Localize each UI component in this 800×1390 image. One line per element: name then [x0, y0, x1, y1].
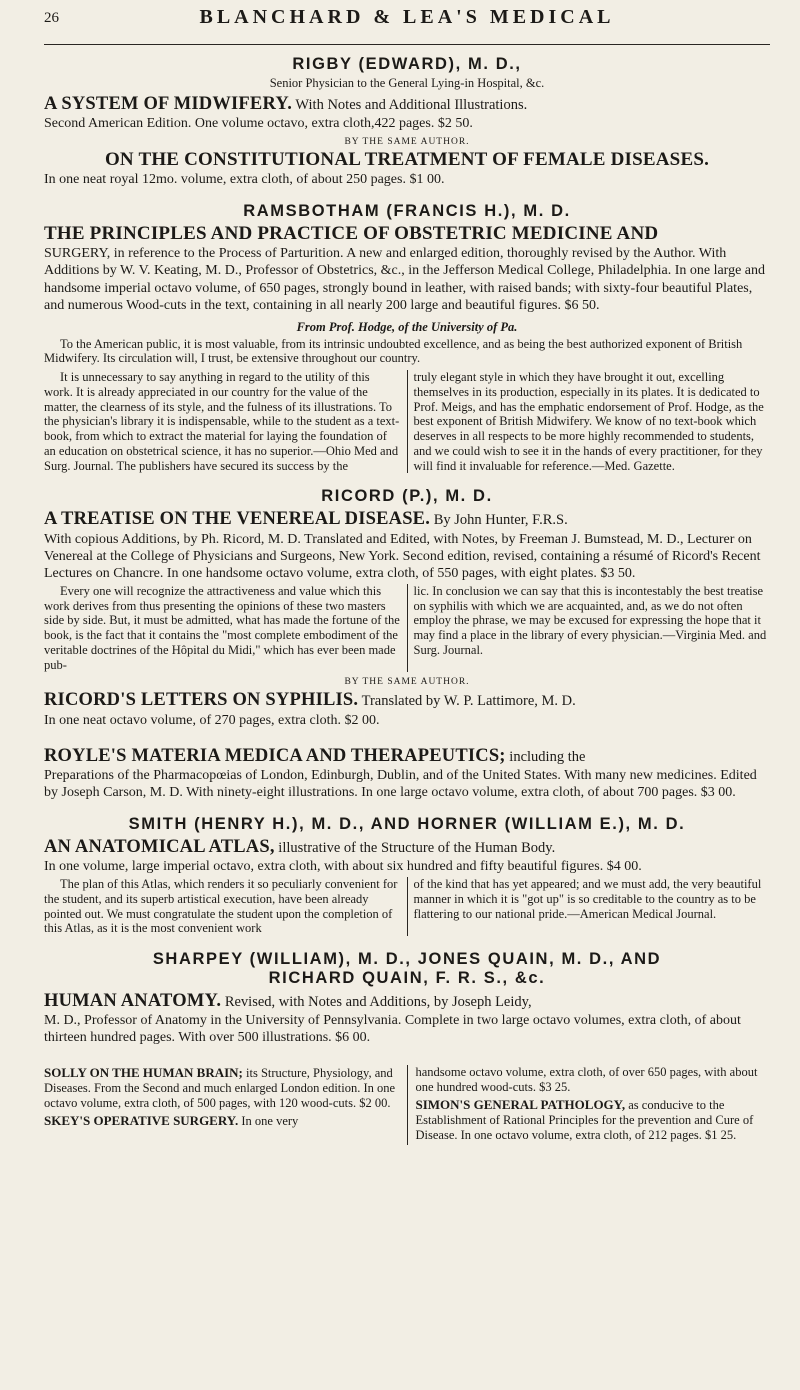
- same-author-label: BY THE SAME AUTHOR.: [344, 137, 470, 148]
- author-heading: RAMSBOTHAM (FRANCIS H.), M. D.: [243, 202, 571, 221]
- book-title-main: ROYLE'S MATERIA MEDICA AND THERAPEUTICS;: [44, 745, 506, 766]
- entry-rigby: [44, 55, 770, 188]
- book-title-main: RICORD'S LETTERS ON SYPHILIS.: [44, 690, 359, 711]
- author-heading-2: RICHARD QUAIN, F. R. S., &c.: [268, 969, 546, 988]
- book-title: SIMON'S GENERAL PATHOLOGY,: [415, 1096, 626, 1112]
- author-heading: SMITH (HENRY H.), M. D., AND HORNER (WILLIAM E.), M. D.: [128, 814, 686, 833]
- book-title-rest: illustrative of the Structure of the Human Body.: [274, 839, 556, 856]
- entry-ricord: [44, 487, 770, 728]
- book-description: as conducive to the Establishment of Rational Principles for the prevention and Cure of Disease. In one octavo volume, extra cloth, of 212 pages. $1 25.: [415, 1097, 754, 1142]
- entry-skey: [44, 1113, 399, 1129]
- review-intro: To the American public, it is most valuable, from its intrinsic undoubted excellence, and as being the best authorized exponent of British Midwifery. Its circulation will, I trust, be extensive throughout our country.: [44, 336, 743, 366]
- book-description: M. D., Professor of Anatomy in the University of Pennsylvania. Complete in two large octavo volumes, extra cloth, of about thirteen hundred pages. With over 500 illustrations. $6 00.: [44, 1013, 741, 1046]
- book-title: [44, 93, 770, 115]
- book-title-main: AN ANATOMICAL ATLAS,: [44, 836, 275, 857]
- book-title: [44, 508, 770, 530]
- book-title-rest: With Notes and Additional Illustrations.: [292, 97, 528, 113]
- book-title-rest: including the: [505, 748, 586, 765]
- book-description: its Structure, Physiology, and Diseases. From the Second and much enlarged London edition. In one octavo volume, extra cloth, of 500 pages, with 120 wood-cuts. $2 00.: [44, 1065, 396, 1110]
- author-heading: RICORD (P.), M. D.: [321, 487, 493, 506]
- review-right: lic. In conclusion we can say that this is incontestably the best treatise on syphilis with which we are acquainted, and, as we do not often employ the phrase, we may be excused for expressing the hope that it may find a place in the library of every physician.—Virginia Med. and Surg. Journal.: [413, 583, 767, 657]
- author-note: Senior Physician to the General Lying-in Hospital, &c.: [269, 76, 545, 90]
- same-author-label: BY THE SAME AUTHOR.: [344, 677, 470, 688]
- book-title-rest: Revised, with Notes and Additions, by Joseph Leidy,: [221, 994, 532, 1011]
- book-description: In one very: [238, 1113, 299, 1128]
- book-description: SURGERY, in reference to the Process of Parturition. A new and enlarged edition, thoroughly revised by the Author. With Additions by W. V. Keating, M. D., Professor of Obstetrics, &c., in the Jefferson Medical College, Philadelphia. In one large and handsome imperial octavo volume, of 650 pages, strongly bound in leather, with raised bands; with sixty-four beautiful Plates, and numerous Wood-cuts in the text, containing in all nearly 200 large and beautiful figures. $6 50.: [44, 246, 766, 313]
- review-right: of the kind that has yet appeared; and we must add, the very beautiful manner in which it is "got up" is so creditable to the country as to be flattering to our national pride.—American Medical Journal.: [413, 877, 762, 921]
- running-header: [44, 0, 770, 45]
- book-title: [44, 836, 770, 858]
- book-description: Preparations of the Pharmacopœias of London, Edinburgh, Dublin, and of the United States. With many new medicines. Edited by Joseph Carson, M. D. With ninety-eight illustrations. In one large octavo volume, extra cloth, of about 700 pages. $3 00.: [44, 767, 757, 800]
- review-source: From Prof. Hodge, of the University of Pa.: [296, 319, 518, 334]
- entry-ramsbotham: [44, 202, 770, 473]
- book-title: SOLLY ON THE HUMAN BRAIN;: [44, 1064, 243, 1080]
- entry-solly: [44, 1065, 399, 1111]
- entry-royle: [44, 745, 770, 801]
- book-description: Second American Edition. One volume octavo, extra cloth,422 pages. $2 50.: [44, 116, 473, 132]
- book-title-main: A SYSTEM OF MIDWIFERY.: [44, 94, 293, 114]
- review-columns: [44, 877, 770, 936]
- footer-left: [44, 1065, 408, 1145]
- entry-skey-cont: handsome octavo volume, extra cloth, of over 650 pages, with about one hundred wood-cuts. $3 25.: [415, 1064, 758, 1094]
- book-title: SKEY'S OPERATIVE SURGERY.: [44, 1112, 239, 1128]
- review-columns: [44, 584, 770, 673]
- review-left: The plan of this Atlas, which renders it so peculiarly convenient for the student, and its superb artistical execution, have been already pointed out. We must congratulate the student upon the completion of this Atlas, as it is the most convenient work: [44, 877, 408, 936]
- footer-right: [408, 1065, 771, 1145]
- book-title-rest: Translated by W. P. Lattimore, M. D.: [358, 693, 576, 710]
- book-title-main: HUMAN ANATOMY.: [44, 991, 222, 1012]
- review-right: truly elegant style in which they have brought it out, excelling themselves in its production, especially in its plates. It is dedicated to Prof. Meigs, and has the emphatic endorsement of Prof. Hodge, as the best exponent of British Midwifery. We know of no text-book which deserves in all respects to be more highly recommended to students, and we could wish to see it in the hands of every practitioner, for they will find it invaluable for reference.—Med. Gazette.: [413, 370, 764, 473]
- book-title: [44, 990, 770, 1012]
- book-description-2: In one neat octavo volume, of 270 pages, extra cloth. $2 00.: [44, 712, 380, 728]
- review-left: It is unnecessary to say anything in regard to the utility of this work. It is already appreciated in our country for the value of the matter, the clearness of its style, and the fulness of its illustrations. To the physician's library it is indispensable, while to the student as a text-book, from which to extract the material for laying the foundation of an education on obstetrical science, it has no superior.—Ohio Med and Surg. Journal. The publishers have secured its success by the: [44, 370, 408, 473]
- page-number: 26: [44, 10, 59, 26]
- book-title: THE PRINCIPLES AND PRACTICE OF OBSTETRIC MEDICINE AND: [44, 223, 659, 245]
- author-heading: SHARPEY (WILLIAM), M. D., JONES QUAIN, M. D., AND: [152, 950, 662, 969]
- book-title-rest: By John Hunter, F.R.S.: [430, 512, 568, 529]
- book-description: With copious Additions, by Ph. Ricord, M. D. Translated and Edited, with Notes, by Freeman J. Bumstead, M. D., Lecturer on Venereal at the College of Physicians and Surgeons, New York. Second edition, revised, containing a résumé of Ricord's Recent Lectures on Chancre. In one handsome octavo volume, extra cloth, of 550 pages, with eight plates. $3 50.: [44, 531, 761, 581]
- book-title-2: [44, 689, 770, 711]
- book-description: In one volume, large imperial octavo, extra cloth, with about six hundred and fifty beautiful figures. $4 00.: [44, 859, 642, 875]
- book-title-2: ON THE CONSTITUTIONAL TREATMENT OF FEMALE DISEASES.: [104, 149, 710, 171]
- book-description-2: In one neat royal 12mo. volume, extra cloth, of about 250 pages. $1 00.: [44, 172, 445, 188]
- book-title: [44, 745, 770, 767]
- entry-smith: [44, 815, 770, 936]
- author-heading: RIGBY (EDWARD), M. D.,: [292, 55, 522, 73]
- entry-sharpey: [44, 950, 770, 1046]
- review-columns: [44, 370, 770, 473]
- review-left: Every one will recognize the attractiveness and value which this work derives from thus presenting the opinions of these two masters side by side. But, it must be admitted, what has made the fortune of the book, is the fact that it contains the "most complete embodiment of the veritable doctrines of the Hôpital du Midi," which has ever been made pub-: [44, 584, 408, 673]
- entry-simon: [416, 1097, 771, 1143]
- book-title-main: A TREATISE ON THE VENEREAL DISEASE.: [44, 509, 431, 530]
- footer-columns: [44, 1065, 770, 1145]
- journal-title: BLANCHARD & LEA'S MEDICAL: [199, 6, 615, 28]
